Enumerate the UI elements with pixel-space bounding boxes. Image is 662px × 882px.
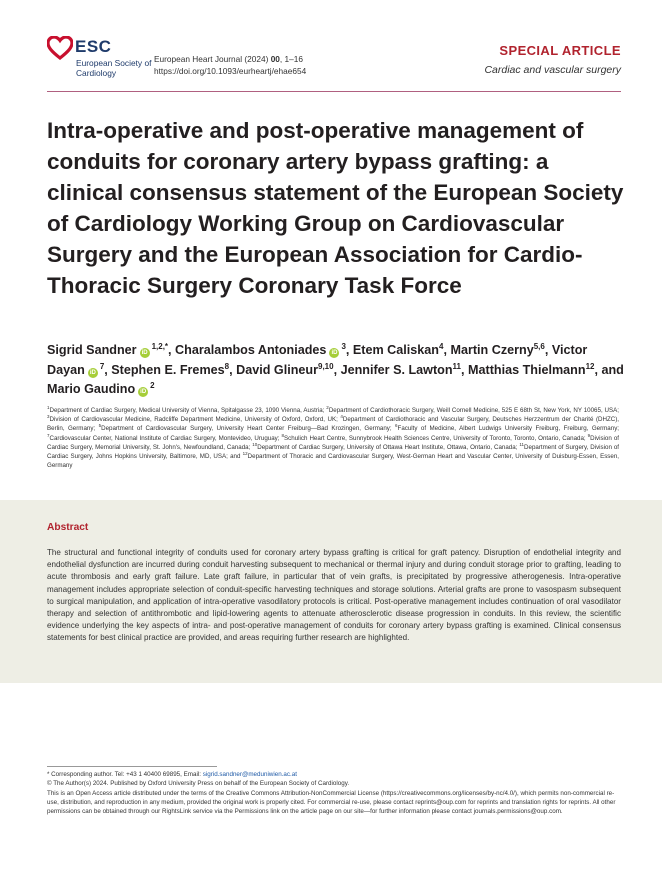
author-name: Sigrid Sandner — [47, 343, 137, 357]
affiliation-number: 6 — [395, 423, 398, 429]
abstract-heading: Abstract — [47, 522, 89, 533]
author-affiliation-marker: 7 — [99, 361, 105, 371]
author-name: Charalambos Antoniades — [175, 343, 327, 357]
author-name: Stephen E. Fremes — [111, 362, 225, 377]
affiliation-text: Department of Cardiovascular Surgery, University Heart Center Freiburg—Bad Krozingen, Germany; — [101, 425, 396, 433]
affiliation-number: 2 — [326, 404, 329, 410]
author-separator: , and — [594, 362, 624, 377]
author — [111, 363, 236, 377]
affiliation-number: 12 — [242, 450, 248, 456]
affiliation-number: 8 — [281, 432, 285, 438]
journal-reference — [154, 53, 306, 65]
author-separator: , — [443, 343, 447, 357]
author-affiliation-marker: 12 — [585, 361, 595, 371]
affiliation-number: 3 — [47, 414, 50, 420]
affiliation — [281, 432, 588, 442]
author-name: Jennifer S. Lawton — [340, 362, 453, 377]
author — [450, 343, 551, 357]
affiliation-text: Department of Thoracic and Cardiovascular Surgery, West-German Heart and Vascular Center, University of Duisburg-Essen, Essen, Germany — [47, 453, 619, 470]
author-affiliation-marker: 5,6 — [533, 341, 545, 351]
orcid-icon[interactable]: iD — [140, 389, 147, 395]
affiliation-text: Department of Cardiac Surgery, Medical University of Vienna, Spitalgasse 23, 1090 Vienna, Austria; — [49, 407, 327, 414]
affiliation-text: Schulich Heart Centre, Sunnybrook Health Sciences Centre, University of Toronto, Toronto, Ontario, Canada; — [284, 434, 588, 442]
author — [175, 343, 353, 357]
affiliations — [47, 406, 619, 470]
affiliation — [326, 404, 619, 414]
affiliation — [47, 404, 327, 414]
email-link[interactable]: sigrid.sandner@meduniwien.ac.at — [202, 771, 297, 778]
author-name: Martin Czerny — [450, 343, 534, 357]
author-name: David Glineur — [236, 362, 318, 377]
heart-icon — [47, 36, 73, 60]
author-list — [47, 341, 627, 400]
author-affiliation-marker: 2 — [150, 380, 155, 390]
journal-citation — [154, 53, 306, 77]
affiliation-number: 4 — [340, 414, 343, 420]
affiliation-text: Department of Cardiothoracic and Vascular Surgery, Deutsches Herzzentrum der Charité (DHZC), Berlin, Germany; — [47, 416, 619, 433]
header-divider — [47, 91, 621, 92]
affiliation-text: Division of Cardiovascular Medicine, Radcliffe Department Medicine, University of Oxford, Oxford, UK; — [49, 416, 341, 424]
article-type: SPECIAL ARTICLE — [499, 43, 621, 58]
author-affiliation-marker: 11 — [452, 361, 462, 371]
article-title: Intra-operative and post-operative management of conduits for coronary artery bypass grafting: a clinical consensus statement of the European Society of Cardiology Working Group on Cardiovascular Surgery and the European Association for Cardio-Thoracic Surgery Coronary Task Force — [47, 118, 624, 298]
footnotes — [47, 770, 621, 816]
author-affiliation-marker: 4 — [439, 341, 444, 351]
journal-volume: 00 — [270, 54, 280, 64]
author — [47, 382, 155, 396]
author-affiliation-marker: 8 — [224, 361, 230, 371]
doi-link[interactable]: https://doi.org/10.1093/eurheartj/ehae654 — [154, 66, 307, 76]
author-name: Matthias Thielmann — [468, 362, 586, 377]
author-separator: , — [333, 362, 338, 377]
affiliation — [47, 416, 340, 423]
affiliation-text: Department of Cardiothoracic Surgery, Weill Cornell Medicine, 525 E 68th St, New York, NY 10065, USA; — [328, 407, 619, 414]
author-separator: , — [104, 362, 112, 377]
affiliation — [395, 425, 619, 432]
author-name: Victor Dayan — [47, 343, 588, 377]
author — [468, 363, 624, 377]
author — [341, 363, 468, 377]
author — [353, 343, 447, 357]
author-affiliation-marker: 3 — [341, 341, 346, 351]
affiliation-number: 7 — [47, 432, 50, 438]
orcid-icon[interactable]: iD — [141, 350, 148, 356]
article-subject: Cardiac and vascular surgery — [484, 64, 621, 76]
affiliation-number: 5 — [98, 423, 102, 429]
affiliation-number: 11 — [519, 441, 525, 447]
affiliation-text: Division of Cardiac Surgery, Memorial University, St. John's, Newfoundland, Canada; — [47, 434, 619, 451]
author-separator: , — [544, 343, 552, 357]
affiliation-text: Department of Cardiac Surgery, University of Ottawa Heart Institute, Ottawa, Ontario, Canada; — [257, 443, 520, 451]
orcid-icon[interactable]: iD — [89, 369, 96, 376]
footnote-divider — [47, 766, 217, 767]
affiliation-text: Faculty of Medicine, Albert Ludwigs University Freiburg, Freiburg, Germany; — [397, 425, 620, 433]
author-name: Mario Gaudino — [47, 382, 136, 396]
affiliation-number: 10 — [252, 441, 258, 447]
author — [236, 363, 337, 377]
abstract-text: The structural and functional integrity of conduits used for coronary artery bypass grafting is critical for graft patency. Disruption of endothelial integrity and endothelial dysfunction are incurred during conduit harvesting subsequent to mechanical or thermal injury and during conduit storage prior to grafting, leading to acute thrombosis and early graft failure. Late graft failure, in particular that of vein grafts, is precipitated by progressive atherogenesis. Intra-operative management includes appropriate selection of conduit-specific harvesting techniques and storage solutions. Arterial grafts are prone to vasospasm subsequent to surgical manipulation, and application of intra-operative vasodilatory protocols is critical. Post-operative management includes continuation of oral vasodilator therapy and selection of antithrombotic and lipid-lowering agents to attenuate atherosclerotic disease progression in conduits. In this review, the scientific evidence underlying the key aspects of intra- and post-operative management of conduits for coronary artery bypass grafting is examined. Clinical consensus statements for best clinical practice are provided, and areas requiring further research are highlighted. — [47, 548, 621, 643]
affiliation-text: Cardiovascular Center, National Institute of Cardiac Surgery, Montevideo, Uruguay; — [49, 434, 282, 442]
affiliation — [252, 441, 520, 451]
journal-name: European Heart Journal (2024) — [154, 54, 271, 64]
copyright-notice: © The Author(s) 2024. Published by Oxford University Press on behalf of the European Society of Cardiology. — [47, 780, 350, 788]
journal-pages: , 1–16 — [279, 54, 303, 64]
author-name: Etem Caliskan — [352, 343, 439, 357]
affiliation-number: 9 — [587, 432, 591, 438]
affiliation-number: 1 — [47, 404, 50, 410]
esc-full-name: European Society of Cardiology — [76, 58, 152, 78]
affiliation — [99, 425, 395, 432]
affiliation — [47, 432, 282, 442]
author-separator: , — [229, 362, 237, 377]
author-affiliation-marker: 9,10 — [318, 361, 334, 371]
affiliation-text: Department of Surgery, Division of Cardiac Surgery, Johns Hopkins University, Baltimore, MD, USA; and — [47, 443, 619, 461]
esc-abbreviation: ESC — [75, 37, 112, 56]
author-separator: , — [168, 343, 176, 357]
esc-logo[interactable] — [47, 36, 152, 84]
author-separator: , — [461, 362, 469, 377]
page-header — [47, 36, 621, 88]
corresponding-author — [47, 770, 621, 779]
author-affiliation-marker: 1,2,* — [151, 341, 169, 351]
orcid-icon[interactable]: iD — [331, 350, 338, 356]
corresponding-author-text: * Corresponding author. Tel: +43 1 40400 69895, Email: — [47, 771, 203, 778]
author — [47, 343, 175, 357]
license-notice: This is an Open Access article distributed under the terms of the Creative Commons Attribution-NonCommercial License (https://creativecommons.org/licenses/by-nc/4.0/), which permits non-commercial re-use, distribution, and reproduction in any medium, provided the original work is properly cited. For commercial re-use, please contact reprints@oup.com for reprints and translation rights for reprints. All other permissions can be obtained through our RightsLink service via the Permissions link on the article page on our site—for further information please contact journals.permissions@oup.com. — [47, 789, 616, 816]
author-separator: , — [345, 343, 353, 357]
